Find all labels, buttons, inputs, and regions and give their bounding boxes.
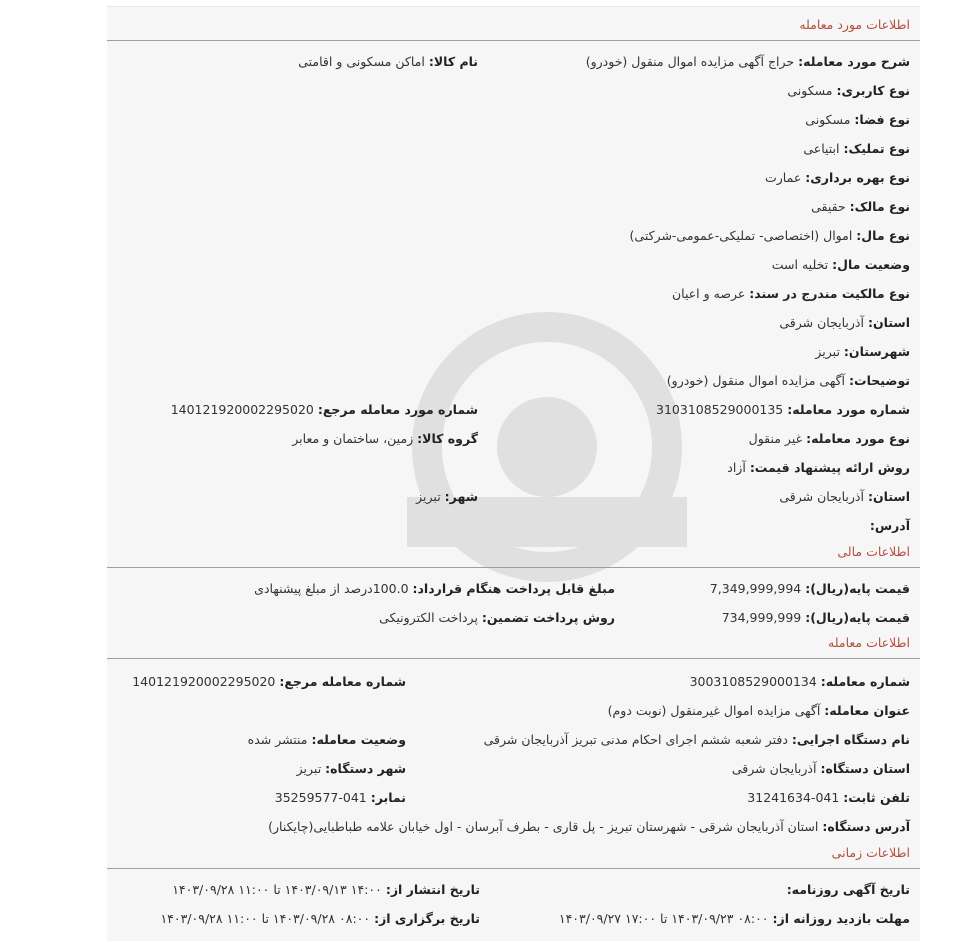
separator xyxy=(107,868,920,869)
field-transaction-title: عنوان معامله: آگهی مزایده اموال غیرمنقول (نوبت دوم) xyxy=(607,703,910,718)
details-panel xyxy=(107,6,920,941)
section-title-time: اطلاعات زمانی xyxy=(831,845,910,860)
field-transaction-ref-number: شماره معامله مرجع: 140121920002295020 xyxy=(132,674,406,689)
field-address: آدرس: xyxy=(869,518,910,533)
field-publish-date: تاریخ انتشار از: ۱۴:۰۰ ۱۴۰۳/۰۹/۱۳ تا ۱۱:۰۰ ۱۴۰۳/۰۹/۲۸ xyxy=(172,882,480,897)
field-city: شهر: تبریز xyxy=(416,489,478,504)
field-transaction-number: شماره معامله: 3003108529000134 xyxy=(689,674,910,689)
separator xyxy=(107,40,920,41)
section-title-financial: اطلاعات مالی xyxy=(837,544,910,559)
field-deal-description: شرح مورد معامله: حراج آگهی مزایده اموال منقول (خودرو) xyxy=(585,54,910,69)
field-notes: توضیحات: آگهی مزایده اموال منقول (خودرو) xyxy=(666,373,910,388)
field-guarantee-method: روش پرداخت تضمین: پرداخت الکترونیکی xyxy=(379,610,615,625)
watermark-logo xyxy=(307,307,787,657)
field-base-price-2: قیمت پایه(ریال): 734,999,999 xyxy=(721,610,910,625)
field-base-price-1: قیمت پایه(ریال): 7,349,999,994 xyxy=(709,581,910,596)
field-goods-group: گروه کالا: زمین، ساختمان و معابر xyxy=(292,431,478,446)
field-org-city: شهر دستگاه: تبریز xyxy=(296,761,406,776)
field-payable-amount: مبلغ قابل پرداخت هنگام قرارداد: 100.0درصد از مبلغ پیشنهادی xyxy=(254,581,615,596)
field-ownership-type: نوع تملیک: ابتیاعی xyxy=(803,141,910,156)
field-org-address: آدرس دستگاه: استان آذربایجان شرقی - شهرستان تبریز - پل قاری - بطرف آبرسان - اول خیابان علامه طباطبایی(چایکنار) xyxy=(268,819,910,834)
field-space-type: نوع فضا: مسکونی xyxy=(805,112,910,127)
field-executive-org: نام دستگاه اجرایی: دفتر شعبه ششم اجرای احکام مدنی تبریز آذربایجان شرقی xyxy=(483,732,910,747)
field-phone: تلفن ثابت: 041-31241634 xyxy=(747,790,910,805)
field-owner-type: نوع مالک: حقیقی xyxy=(811,199,910,214)
section-title-transaction: اطلاعات معامله xyxy=(828,635,910,650)
field-newspaper-date: تاریخ آگهی روزنامه: xyxy=(786,882,910,897)
field-property-type: نوع مال: اموال (اختصاصی- تملیکی-عمومی-شرکتی) xyxy=(629,228,910,243)
field-province: استان: آذربایجان شرقی xyxy=(779,315,910,330)
field-goods-name: نام کالا: اماکن مسکونی و اقامتی xyxy=(298,54,478,69)
field-province-2: استان: آذربایجان شرقی xyxy=(779,489,910,504)
field-org-province: استان دستگاه: آذربایجان شرقی xyxy=(731,761,910,776)
field-fax: نمابر: 041-35259577 xyxy=(274,790,406,805)
field-bid-method: روش ارائه پیشنهاد قیمت: آزاد xyxy=(727,460,910,475)
field-usage-type: نوع کاربری: مسکونی xyxy=(787,83,910,98)
field-hold-date: تاریخ برگزاری از: ۰۸:۰۰ ۱۴۰۳/۰۹/۲۸ تا ۱۱:۰۰ ۱۴۰۳/۰۹/۲۸ xyxy=(160,911,480,926)
field-visit-period: مهلت بازدید روزانه از: ۰۸:۰۰ ۱۴۰۳/۰۹/۲۳ تا ۱۷:۰۰ ۱۴۰۳/۰۹/۲۷ xyxy=(558,911,910,926)
field-transaction-status: وضعیت معامله: منتشر شده xyxy=(247,732,406,747)
field-exploitation-type: نوع بهره برداری: عمارت xyxy=(765,170,910,185)
field-deal-ref-number: شماره مورد معامله مرجع: 14012192000229502‌0 xyxy=(170,402,478,417)
separator xyxy=(107,567,920,568)
section-title-deal-info: اطلاعات مورد معامله xyxy=(799,17,910,32)
field-deal-number: شماره مورد معامله: 3103108529000135 xyxy=(656,402,910,417)
field-deal-type: نوع مورد معامله: غیر منقول xyxy=(748,431,910,446)
field-property-status: وضعیت مال: تخلیه است xyxy=(771,257,910,272)
field-county: شهرستان: تبریز xyxy=(815,344,910,359)
field-deed-ownership: نوع مالکیت مندرج در سند: عرصه و اعیان xyxy=(671,286,910,301)
separator xyxy=(107,658,920,659)
